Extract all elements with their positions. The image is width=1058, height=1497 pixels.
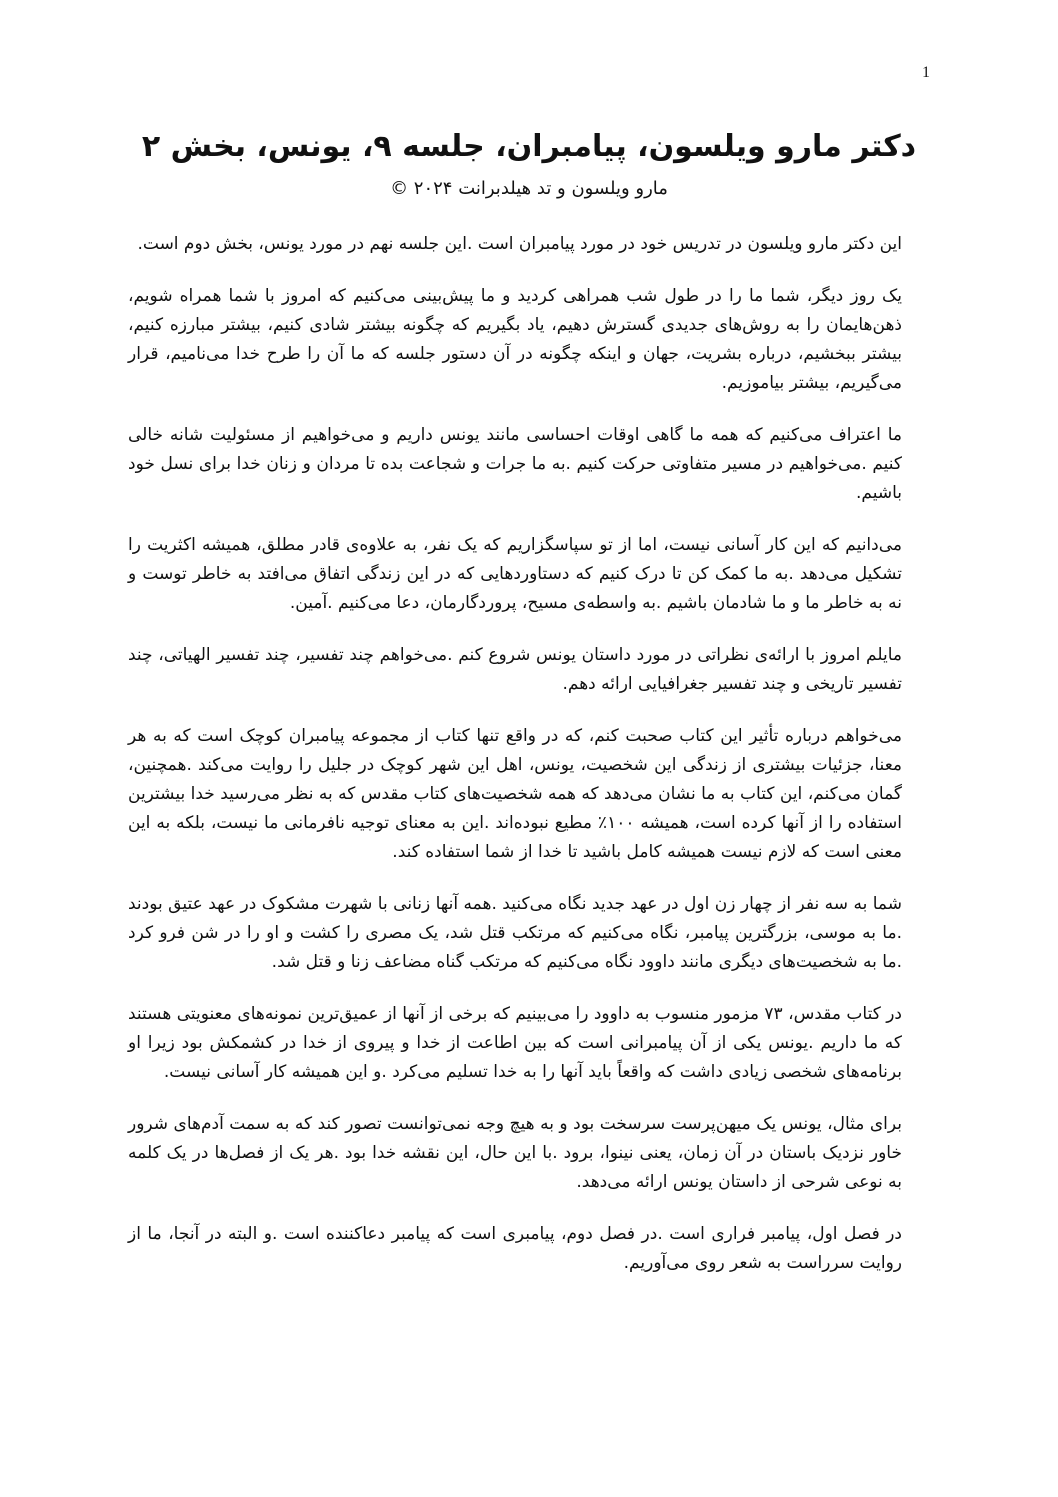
- paragraph: برای مثال، یونس یک میهن‌پرست سرسخت بود و به هیچ وجه نمی‌توانست تصور کند که به سمت آدم‌های شرور خاور نزدیک باستان در آن زمان، یعنی نینوا، برود .با این حال، این نقشه خدا بود .هر یک از فصل‌ها در یک کلمه به نوعی شرحی از داستان یونس ارائه می‌دهد.: [128, 1114, 902, 1192]
- paragraph: مایلم امروز با ارائه‌ی نظراتی در مورد داستان یونس شروع کنم .می‌خواهم چند تفسیر، چند تفسیر الهیاتی، چند تفسیر تاریخی و چند تفسیر جغرافیایی ارائه دهم.: [128, 645, 902, 694]
- paragraph: این دکتر مارو ویلسون در تدریس خود در مورد پیامبران است .این جلسه نهم در مورد یونس، بخش دوم است.: [137, 234, 902, 254]
- paragraph: یک روز دیگر، شما ما را در طول شب همراهی کردید و ما پیش‌بینی می‌کنیم که امروز با شما همراه شویم، ذهن‌هایمان را به روش‌های جدیدی گسترش دهیم، یاد بگیریم که چگونه بیشتر شادی کنیم، بیشتر مبارزه کنیم، بیشتر ببخشیم، درباره بشریت، جهان و اینکه چگونه در آن دستور جلسه که ما آن را طرح خدا می‌نامیم، قرار می‌گیریم، بیشتر بیاموزیم.: [128, 286, 902, 393]
- paragraph: شما به سه نفر از چهار زن اول در عهد جدید نگاه می‌کنید .همه آنها زنانی با شهرت مشکوک در عهد عتیق بودند .ما به موسی، بزرگترین پیامبر، نگاه می‌کنیم که مرتکب قتل شد، یک مصری را کشت و او را در شن فرو کرد .ما به شخصیت‌های دیگری مانند داوود نگاه می‌کنیم که مرتکب گناه مضاعف زنا و قتل شد.: [128, 894, 902, 972]
- paragraph: ما اعتراف می‌کنیم که همه ما گاهی اوقات احساسی مانند یونس داریم و می‌خواهیم از مسئولیت شانه خالی کنیم .می‌خواهیم در مسیر متفاوتی حرکت کنیم .به ما جرات و شجاعت بده تا مردان و زنان خدا برای نسل خود باشیم.: [128, 425, 902, 503]
- paragraph: در فصل اول، پیامبر فراری است .در فصل دوم، پیامبری است که پیامبر دعاکننده است .و البته در آنجا، ما از روایت سرراست به شعر روی می‌آوریم.: [128, 1224, 902, 1273]
- page-number: 1: [922, 64, 930, 81]
- document-body: [128, 230, 902, 1301]
- paragraph: می‌خواهم درباره تأثیر این کتاب صحبت کنم، که در واقع تنها کتاب از مجموعه پیامبران کوچک است که به هر معنا، جزئیات بیشتری از زندگی این شخصیت، یونس، اهل این شهر کوچک در جلیل را روایت می‌کند .همچنین، گمان می‌کنم، این کتاب به ما نشان می‌دهد که همه شخصیت‌های کتاب مقدس که به نظر می‌رسید خدا بیشترین استفاده را از آنها کرده است، همیشه ۱۰۰٪ مطیع نبوده‌اند .این به معنای توجیه نافرمانی ما نیست، بلکه به این معنی است که لازم نیست همیشه کامل باشید تا خدا از شما استفاده کند.: [128, 726, 902, 862]
- copyright-line: مارو ویلسون و تد هیلدبرانت ۲۰۲۴ ©: [390, 178, 668, 199]
- paragraph: می‌دانیم که این کار آسانی نیست، اما از تو سپاسگزاریم که یک نفر، به علاوه‌ی قادر مطلق، همیشه اکثریت را تشکیل می‌دهد .به ما کمک کن تا درک کنیم که دستاوردهایی که در این زندگی اتفاق می‌افتد به خاطر توست و نه به خاطر ما و ما شادمان باشیم .به واسطه‌ی مسیح، پروردگارمان، دعا می‌کنیم .آمین.: [128, 535, 902, 613]
- paragraph: در کتاب مقدس، ۷۳ مزمور منسوب به داوود را می‌بینیم که برخی از آنها از عمیق‌ترین نمونه‌های معنویتی هستند که ما داریم .یونس یکی از آن پیامبرانی است که بین اطاعت از خدا و پیروی از خدا در کشمکش بود زیرا او برنامه‌های شخصی زیادی داشت که واقعاً باید آنها را به خدا تسلیم می‌کرد .و این همیشه کار آسانی نیست.: [128, 1004, 902, 1082]
- document-title: دکتر مارو ویلسون، پیامبران، جلسه ۹، یونس، بخش ۲: [141, 129, 917, 164]
